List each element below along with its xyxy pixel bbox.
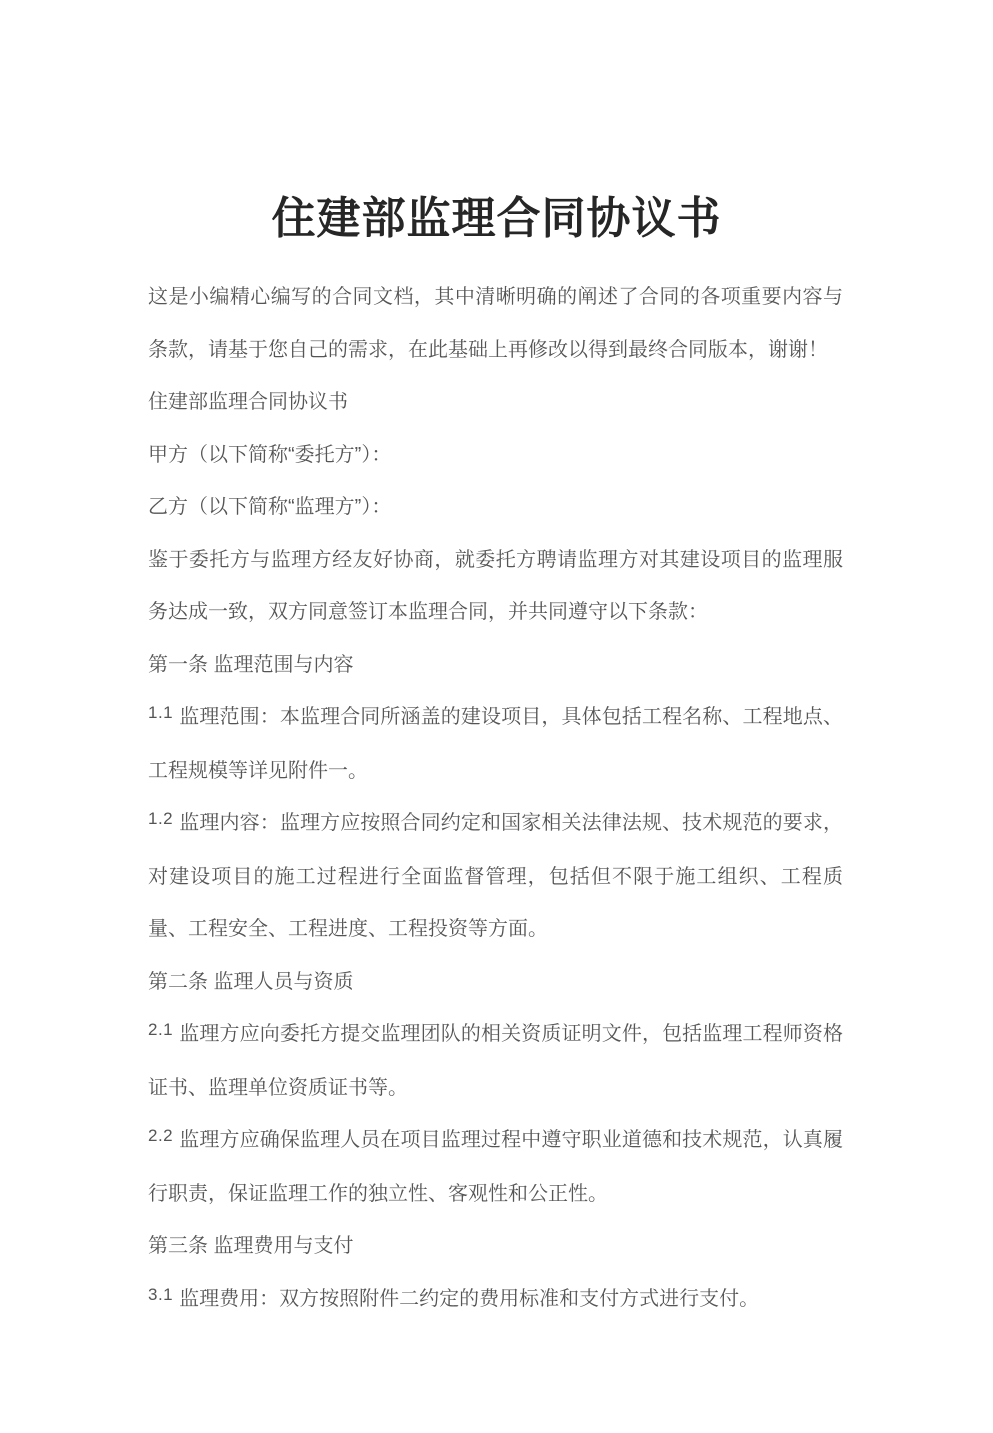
- paragraph: [148, 797, 843, 956]
- paragraph-text: 监理范围：本监理合同所涵盖的建设项目，具体包括工程名称、工程地点、工程规模等详见附件一。: [148, 706, 843, 782]
- paragraph-text: 这是小编精心编写的合同文档，其中清晰明确的阐述了合同的各项重要内容与条款，请基于您自己的需求，在此基础上再修改以得到最终合同版本，谢谢！: [148, 286, 843, 361]
- paragraph-text: 第一条 监理范围与内容: [148, 653, 354, 676]
- paragraph-text: 监理费用：双方按照附件二约定的费用标准和支付方式进行支付。: [179, 1287, 760, 1310]
- paragraph: [148, 376, 843, 429]
- clause-number: 1.1: [148, 703, 174, 723]
- paragraph-text: 住建部监理合同协议书: [148, 391, 348, 414]
- paragraph: [148, 1114, 843, 1220]
- paragraph: [148, 271, 843, 376]
- clause-number: 1.2: [148, 809, 174, 829]
- document-page: [0, 29, 993, 1433]
- paragraph: [148, 429, 843, 482]
- clause-number: 2.1: [148, 1020, 174, 1040]
- document-body: [148, 271, 843, 1326]
- clause-number: 2.2: [148, 1126, 174, 1146]
- paragraph: [148, 1273, 843, 1327]
- paragraph-text: 乙方（以下简称“监理方”）：: [148, 496, 392, 519]
- paragraph: [148, 691, 843, 797]
- paragraph: [148, 1220, 843, 1273]
- paragraph: [148, 639, 843, 692]
- paragraph-text: 监理方应确保监理人员在项目监理过程中遵守职业道德和技术规范，认真履行职责，保证监理工作的独立性、客观性和公正性。: [148, 1129, 843, 1205]
- paragraph: [148, 956, 843, 1009]
- paragraph: [148, 534, 843, 639]
- paragraph-text: 监理方应向委托方提交监理团队的相关资质证明文件，包括监理工程师资格证书、监理单位资质证书等。: [148, 1023, 843, 1099]
- paragraph-text: 第三条 监理费用与支付: [148, 1235, 354, 1258]
- paragraph: [148, 481, 843, 534]
- paragraph-text: 鉴于委托方与监理方经友好协商，就委托方聘请监理方对其建设项目的监理服务达成一致，双方同意签订本监理合同，并共同遵守以下条款：: [148, 548, 843, 624]
- document-title: 住建部监理合同协议书: [271, 194, 722, 244]
- clause-number: 3.1: [148, 1284, 174, 1304]
- paragraph-text: 监理内容：监理方应按照合同约定和国家相关法律法规、技术规范的要求，对建设项目的施工过程进行全面监督管理，包括但不限于施工组织、工程质量、工程安全、工程进度、工程投资等方面。: [148, 812, 843, 941]
- paragraph: [148, 1008, 843, 1114]
- paragraph-text: 第二条 监理人员与资质: [148, 970, 354, 993]
- paragraph-text: 甲方（以下简称“委托方”）：: [148, 443, 392, 466]
